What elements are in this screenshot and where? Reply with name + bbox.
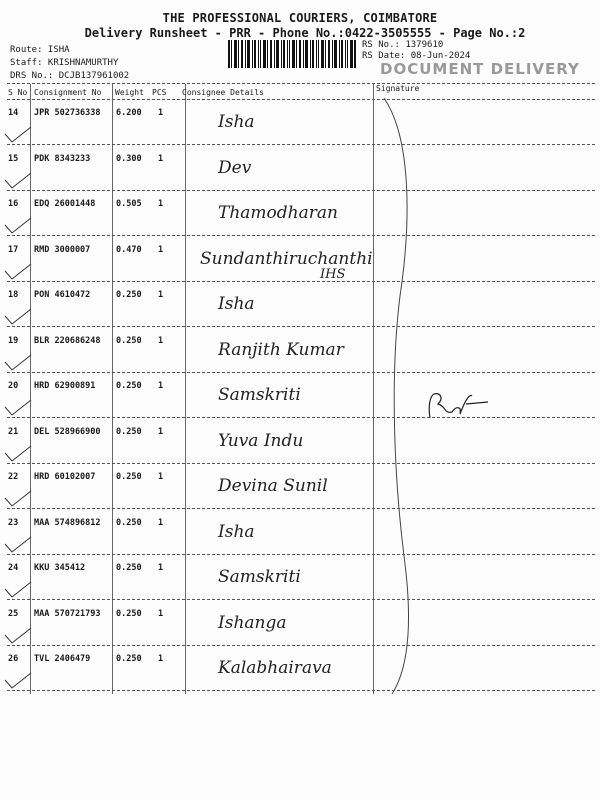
checkmark-icon [3, 490, 33, 510]
row-pcs: 1 [158, 426, 164, 437]
col-header-consignee: Consignee Details [182, 88, 264, 97]
row-consignment-no: HRD 62900891 [34, 381, 96, 391]
row-consignment-no: HRD 60102007 [34, 472, 96, 482]
consignee-handwritten-name: Yuva Indu [218, 430, 304, 451]
row-consignment-no: DEL 528966900 [34, 426, 101, 437]
checkmark-icon [3, 399, 33, 419]
row-divider [7, 281, 595, 282]
consignee-handwritten-name: Thamodharan [218, 203, 338, 223]
row-sno: 18 [8, 290, 19, 300]
row-sno: 20 [8, 381, 19, 391]
row-sno: 24 [8, 563, 19, 573]
row-sno: 16 [8, 199, 19, 209]
row-divider [7, 190, 595, 191]
row-pcs: 1 [158, 199, 164, 209]
row-pcs: 1 [158, 381, 164, 391]
col-header-consignment: Consignment No [34, 88, 102, 97]
row-weight: 0.250 [116, 608, 142, 619]
row-sno: 21 [8, 426, 19, 437]
consignee-handwritten-name: Devina Sunil [218, 476, 328, 496]
row-divider [7, 144, 595, 145]
row-sno: 15 [8, 153, 19, 164]
header-bottom-rule [7, 99, 595, 100]
checkmark-icon [3, 536, 33, 556]
row-divider [7, 417, 595, 418]
row-weight: 0.300 [116, 153, 142, 164]
row-consignment-no: TVL 2406479 [34, 654, 91, 664]
row-sno: 22 [8, 472, 19, 482]
barcode-image [228, 40, 356, 68]
route: Route: ISHA [10, 45, 70, 55]
col-header-signature: Signature [376, 84, 420, 93]
row-divider [7, 463, 595, 464]
runsheet-subtitle: Delivery Runsheet - PRR - Phone No.:0422-3505555 - Page No.:2 [84, 26, 526, 40]
row-pcs: 1 [158, 153, 164, 164]
row-consignment-no: KKU 345412 [34, 563, 86, 573]
company-name: THE PROFESSIONAL COURIERS, COIMBATORE [162, 11, 438, 25]
checkmark-icon [3, 308, 33, 328]
rs-number: RS No.: 1379610 [362, 40, 444, 50]
row-weight: 6.200 [116, 108, 142, 118]
row-pcs: 1 [158, 472, 164, 482]
checkmark-icon [3, 172, 33, 192]
checkmark-icon [3, 672, 33, 692]
row-pcs: 1 [158, 335, 164, 346]
row-divider [7, 690, 595, 691]
row-weight: 0.250 [116, 517, 142, 528]
column-divider [373, 84, 374, 694]
row-divider [7, 554, 595, 555]
document-delivery-stamp: DOCUMENT DELIVERY [380, 60, 580, 78]
checkmark-icon [3, 581, 33, 601]
row-pcs: 1 [158, 608, 164, 619]
row-weight: 0.250 [116, 563, 142, 573]
consignee-handwritten-name: Isha [218, 112, 255, 132]
row-weight: 0.250 [116, 426, 142, 437]
row-weight: 0.250 [116, 472, 142, 482]
handwritten-signature [418, 388, 498, 428]
row-weight: 0.470 [116, 244, 142, 255]
consignee-handwritten-name: Samskriti [218, 385, 301, 405]
row-pcs: 1 [158, 654, 164, 664]
row-pcs: 1 [158, 244, 164, 255]
row-pcs: 1 [158, 563, 164, 573]
row-divider [7, 599, 595, 600]
row-divider [7, 508, 595, 509]
row-sno: 26 [8, 654, 19, 664]
row-consignment-no: RMD 3000007 [34, 244, 91, 255]
row-weight: 0.250 [116, 654, 142, 664]
row-pcs: 1 [158, 517, 164, 528]
consignee-handwritten-name: Dev [218, 157, 252, 178]
consignee-handwritten-name: Isha [218, 521, 255, 542]
col-header-sno: S No [8, 88, 28, 97]
row-sno: 23 [8, 517, 19, 528]
consignee-note: IHS [320, 266, 346, 282]
consignee-handwritten-name: Samskriti [218, 567, 301, 587]
checkmark-icon [3, 354, 33, 374]
row-weight: 0.250 [116, 335, 142, 346]
rs-date: RS Date: 08-Jun-2024 [362, 51, 471, 61]
row-divider [7, 326, 595, 327]
staff: Staff: KRISHNAMURTHY [10, 58, 119, 68]
row-pcs: 1 [158, 108, 164, 118]
row-sno: 25 [8, 608, 19, 619]
row-divider [7, 235, 595, 236]
row-divider [7, 645, 595, 646]
consignee-handwritten-name: Kalabhairava [218, 658, 332, 678]
checkmark-icon [3, 217, 33, 237]
drs-number: DRS No.: DCJB137961002 [10, 71, 130, 81]
signature-bracket-stroke [380, 96, 416, 696]
row-sno: 17 [8, 244, 19, 255]
row-consignment-no: PDK 8343233 [34, 153, 91, 164]
checkmark-icon [3, 627, 33, 647]
row-sno: 19 [8, 335, 19, 346]
consignee-handwritten-name: Isha [218, 294, 255, 314]
row-weight: 0.505 [116, 199, 142, 209]
checkmark-icon [3, 126, 33, 146]
row-divider [7, 372, 595, 373]
row-sno: 14 [8, 108, 19, 118]
consignee-handwritten-name: Ranjith Kumar [218, 339, 344, 360]
checkmark-icon [3, 445, 33, 465]
col-header-pcs: PCS [152, 88, 167, 97]
row-weight: 0.250 [116, 381, 142, 391]
row-pcs: 1 [158, 290, 164, 300]
row-consignment-no: PON 4610472 [34, 290, 91, 300]
consignee-handwritten-name: Sundanthiruchanthi [200, 248, 373, 269]
row-consignment-no: BLR 220686248 [34, 335, 101, 346]
column-divider [112, 84, 113, 694]
col-header-weight: Weight [115, 88, 144, 97]
row-consignment-no: JPR 502736338 [34, 108, 101, 118]
row-consignment-no: MAA 574896812 [34, 517, 101, 528]
consignee-handwritten-name: Ishanga [218, 612, 287, 633]
checkmark-icon [3, 263, 33, 283]
row-weight: 0.250 [116, 290, 142, 300]
header-top-rule [7, 83, 595, 84]
column-divider [185, 84, 186, 694]
row-consignment-no: MAA 570721793 [34, 608, 101, 619]
row-consignment-no: EDQ 26001448 [34, 199, 96, 209]
